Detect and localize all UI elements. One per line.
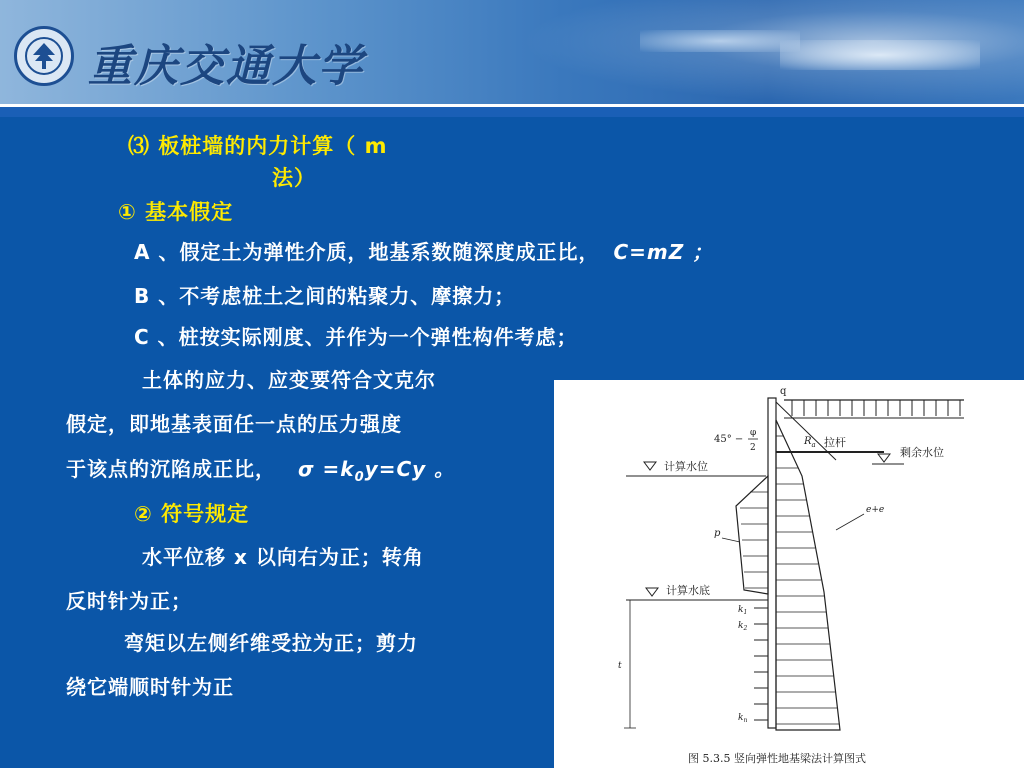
assumption-a-formula: C=mZ ； [613,240,714,264]
label-calc-bottom: 计算水底 [666,584,710,597]
university-logo-icon [14,26,74,86]
label-phi: φ [750,428,757,438]
sheet-pile-calculation-diagram [554,380,1024,768]
label-k2: $k_2$ [738,621,748,632]
heading-basic-assumptions: ① 基本假定 [118,200,234,224]
label-two: 2 [750,443,756,453]
label-p: p [714,528,721,539]
winkler-formula: $\sigma =k_0y=Cy$ 。 [298,457,456,485]
sign-rule-line: 反时针为正； [66,589,192,613]
paragraph-line-formula [66,453,455,485]
label-ra: $R_a$ [804,436,816,449]
banner-cloud [640,30,800,52]
paragraph-line: 土体的应力、应变要符合文克尔 [142,368,436,392]
assumption-a-text: A 、假定土为弹性介质，地基系数随深度成正比， [134,240,600,264]
logo-emblem-icon [27,39,61,73]
section-title-continued: 法） [272,166,316,190]
label-kn: $k_n$ [738,713,748,724]
assumption-a [134,236,713,265]
label-q: q [780,386,787,397]
label-calc-water: 计算水位 [664,460,708,473]
sign-rule-line: 绕它端顺时针为正 [66,675,234,699]
label-angle: 45° − [714,434,744,445]
university-name: 重庆交通大学 [88,41,364,92]
label-residual-water: 剩余水位 [900,446,944,459]
label-tie-rod: 拉杆 [824,436,846,449]
diagram-drawing [554,380,1024,768]
sign-rule-line: 弯矩以左侧纤维受拉为正；剪力 [124,631,418,655]
paragraph-line: 假定，即地基表面任一点的压力强度 [66,412,402,436]
header-divider-blue [0,107,1024,117]
assumption-b: B 、不考虑桩土之间的粘聚力、摩擦力； [134,284,516,308]
label-t: t [618,661,622,671]
label-ea: e+e [866,505,885,515]
header-banner [0,0,1024,104]
label-k1: $k_1$ [738,605,748,616]
paragraph-line-text: 于该点的沉陷成正比， [66,457,276,481]
section-title: ⑶ 板桩墙的内力计算（ m [128,134,388,158]
sign-rule-line: 水平位移 x 以向右为正；转角 [142,545,424,569]
banner-cloud [780,40,980,70]
heading-sign-convention: ② 符号规定 [134,502,250,526]
figure-caption: 图 5.3.5 竖向弹性地基梁法计算图式 [688,752,866,765]
assumption-c: C 、桩按实际刚度、并作为一个弹性构件考虑； [134,325,578,349]
